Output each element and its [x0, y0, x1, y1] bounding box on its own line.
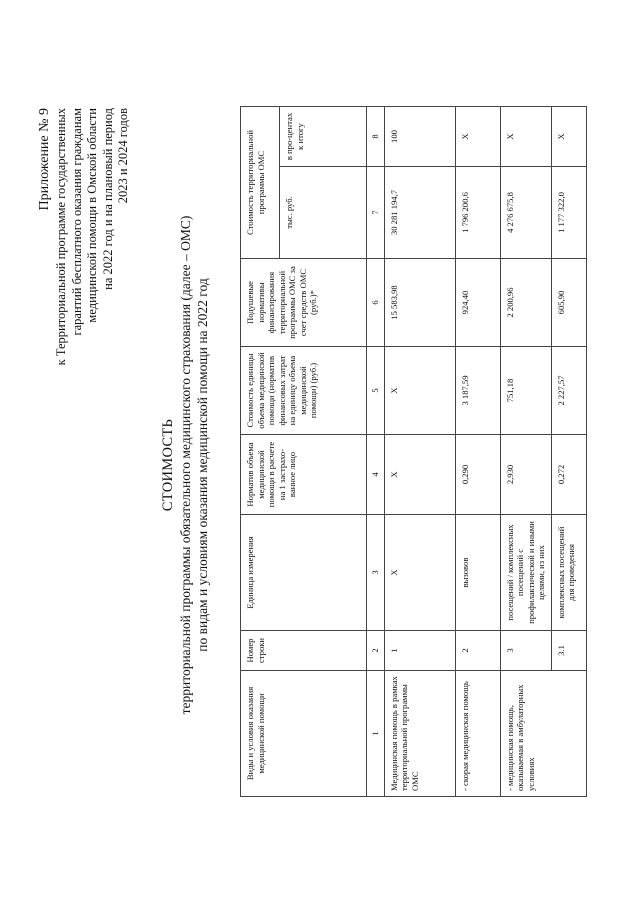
- row-line-number: 3: [500, 631, 551, 671]
- row-norm: 2,930: [500, 435, 551, 515]
- row-name: - скорая медицинская помощь: [455, 671, 500, 797]
- row-percent: X: [500, 106, 551, 166]
- row-per-capita: 924,40: [455, 259, 500, 347]
- row-total: 1 177 322,0: [551, 167, 586, 259]
- table-row: [500, 106, 551, 796]
- row-unit: вызовов: [455, 515, 500, 631]
- row-cost: X: [384, 347, 455, 435]
- column-number: 3: [367, 515, 385, 631]
- column-number: 7: [367, 167, 385, 259]
- column-number: 8: [367, 106, 385, 166]
- row-total: 30 281 194,7: [384, 167, 455, 259]
- appendix-number: Приложение № 9: [37, 108, 52, 211]
- row-line-number: 2: [455, 631, 500, 671]
- row-unit: X: [384, 515, 455, 631]
- appendix-line: 2023 и 2024 годов: [116, 108, 130, 204]
- title-line: по видам и условиям оказания медицинской помощи на 2022 год: [195, 278, 210, 652]
- row-cost: 2 227,57: [551, 347, 586, 435]
- header-cell: Стоимость единицы объема медицинской помощи (норматив финансовых затрат на единицу объема медицинской помощи) (руб.): [241, 347, 367, 435]
- document-title: [160, 185, 211, 745]
- column-number: 1: [367, 671, 385, 797]
- header-cell: Единица измерения: [241, 515, 367, 631]
- row-per-capita: 15 583,98: [384, 259, 455, 347]
- header-cell: Виды и условия оказания медицинской помощи: [241, 671, 367, 797]
- column-number: 6: [367, 259, 385, 347]
- column-number: 5: [367, 347, 385, 435]
- row-name: Медицинская помощь в рамках территориальной программы ОМС: [384, 671, 455, 797]
- row-name: - медицинская помощь, оказываемая в амбулаторных условиях: [500, 671, 586, 797]
- header-cell: Норматив объема медицинской помощи в расчете на 1 застрахо-ванное лицо: [241, 435, 367, 515]
- header-cell: Подушевые нормативы финансирования территориальной программы ОМС за счет средств ОМС (руб.)*: [241, 259, 367, 347]
- row-total: 1 796 200,6: [455, 167, 500, 259]
- row-norm: 0,290: [455, 435, 500, 515]
- row-percent: X: [455, 106, 500, 166]
- column-number: 2: [367, 631, 385, 671]
- column-number: 4: [367, 435, 385, 515]
- row-per-capita: 605,90: [551, 259, 586, 347]
- header-cell: в про-центах к итогу: [280, 106, 367, 166]
- appendix-header: [36, 108, 132, 488]
- column-number-row: [367, 106, 385, 796]
- header-cell: Номер строки: [241, 631, 367, 671]
- row-norm: 0,272: [551, 435, 586, 515]
- title-heading: СТОИМОСТЬ: [160, 418, 176, 512]
- table-header-row: [241, 106, 280, 796]
- title-line: территориальной программы обязательного медицинского страхования (далее – ОМС): [178, 215, 193, 715]
- table-row: [384, 106, 455, 796]
- row-cost: 3 187,59: [455, 347, 500, 435]
- row-line-number: 3.1: [551, 631, 586, 671]
- row-norm: X: [384, 435, 455, 515]
- row-total: 4 276 675,8: [500, 167, 551, 259]
- row-unit: посещений / комплексных посещений с профилактической и иными целями, из них: [500, 515, 551, 631]
- appendix-line: гарантий бесплатного оказания гражданам: [69, 108, 84, 336]
- row-unit: комплексных посещений для проведения: [551, 515, 586, 631]
- row-percent: 100: [384, 106, 455, 166]
- appendix-line: к Территориальной программе государственных: [54, 108, 68, 366]
- row-percent: X: [551, 106, 586, 166]
- cost-table: [240, 106, 587, 797]
- row-line-number: 1: [384, 631, 455, 671]
- row-per-capita: 2 200,96: [500, 259, 551, 347]
- table-row: [455, 106, 500, 796]
- appendix-line: медицинской помощи в Омской области: [85, 108, 99, 323]
- row-cost: 751,18: [500, 347, 551, 435]
- appendix-line: на 2022 год и на плановый период: [100, 108, 115, 290]
- header-cell: тыс. руб.: [280, 167, 367, 259]
- header-group-cell: Стоимость территориальной программы ОМС: [241, 106, 280, 258]
